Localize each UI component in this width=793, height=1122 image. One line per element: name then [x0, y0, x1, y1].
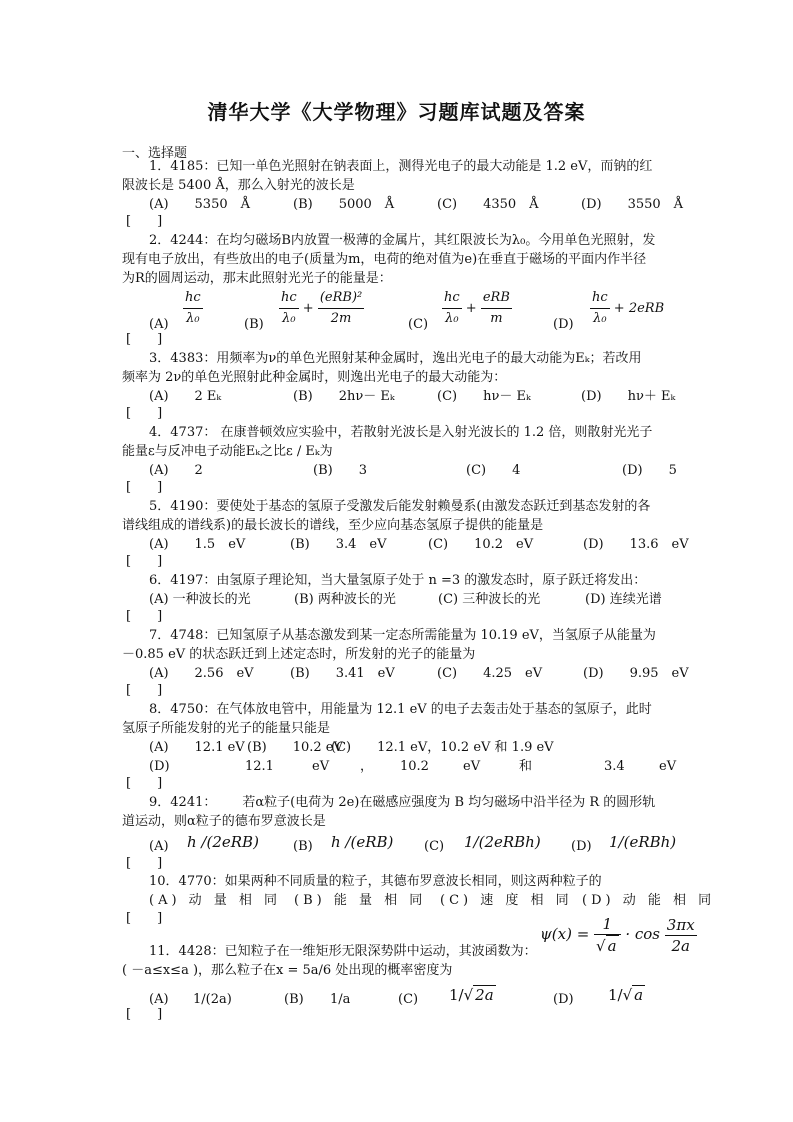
q11-option-d-prefix: 1/: [608, 986, 623, 1004]
question-9-line-2: 道运动，则α粒子的德布罗意波长是: [122, 814, 326, 829]
question-10-line-1: 10．4770：如果两种不同质量的粒子，其德布罗意波长相同，则这两种粒子的: [149, 874, 602, 889]
question-4-line-2: 能量ε与反冲电子动能Eₖ之比ε / Eₖ为: [122, 444, 333, 459]
q8-option-d-unit1: eV: [312, 759, 330, 774]
q8-option-d-and: 和: [519, 759, 533, 774]
q9-label-b: (B): [293, 839, 313, 854]
q3-option-b: (B) 2hν－ Eₖ: [293, 389, 395, 404]
q2a-den: λ₀: [186, 311, 200, 326]
q9-label-d: (D): [571, 839, 592, 854]
q8-option-d-unit2: eV: [463, 759, 481, 774]
q1-option-b: (B) 5000 Å: [293, 197, 395, 212]
q11-option-d-rad: a: [634, 986, 644, 1004]
section-heading: 一、选择题: [122, 146, 188, 161]
q2-option-d-expr: [590, 288, 664, 329]
q5-answer-bracket: [ ]: [126, 554, 163, 569]
q1-option-a: (A) 5350 Å: [149, 197, 251, 212]
q10-option-d: (D) 动 能 相 同: [582, 893, 716, 908]
q2-label-c: (C): [408, 317, 429, 332]
q9-answer-bracket: [ ]: [126, 856, 163, 871]
q8-option-d-comma: ，: [360, 759, 374, 774]
question-8-line-2: 氢原子所能发射的光子的能量只能是: [122, 721, 331, 736]
q11-option-c: 1/√ 2a: [449, 986, 494, 1004]
q11-label-a: (A): [149, 992, 169, 1007]
q7-option-c: (C) 4.25 eV: [437, 666, 543, 681]
q3-option-d: (D) hν＋ Eₖ: [581, 389, 676, 404]
q11-option-a: 1/(2a): [193, 992, 232, 1007]
page-title: 清华大学《大学物理》习题库试题及答案: [207, 100, 586, 124]
q11-option-c-rad: 2a: [475, 986, 494, 1004]
q11-label-d: (D): [553, 992, 574, 1007]
q6-answer-bracket: [ ]: [126, 609, 163, 624]
q8-option-c: (C) 12.1 eV，10.2 eV 和 1.9 eV: [331, 740, 554, 755]
q3-option-c: (C) hν－ Eₖ: [437, 389, 531, 404]
question-3-line-1: 3．4383：用频率为ν的单色光照射某种金属时，逸出光电子的最大动能为Eₖ；若改用: [149, 351, 642, 366]
q2b-num2: (eRB)²: [318, 288, 364, 309]
q2b-den1: λ₀: [282, 311, 296, 326]
q8-option-d-val2: 10.2: [400, 759, 429, 774]
q11-option-b: 1/a: [330, 992, 351, 1007]
q9-option-c-expr: 1/(2eRBh): [464, 833, 541, 851]
q2d-tail: + 2eRB: [613, 301, 665, 316]
q11-cos-num: 3πx: [666, 915, 695, 934]
q9-label-c: (C): [424, 839, 445, 854]
q11-frac-den: a: [607, 937, 617, 955]
q9-option-a-expr: h /(2eRB): [187, 833, 259, 851]
q8-option-d-label: (D): [149, 759, 170, 774]
question-11-line-2: ( －a≤x≤a )，那么粒子在x = 5a/6 处出现的概率密度为: [122, 963, 453, 978]
q7-option-d: (D) 9.95 eV: [583, 666, 689, 681]
q10-option-c: (C) 速 度 相 同: [440, 893, 573, 908]
question-2-line-2: 现有电子放出，有些放出的电子(质量为m，电荷的绝对值为e)在垂直于磁场的平面内作半径: [122, 252, 647, 267]
q7-answer-bracket: [ ]: [126, 683, 163, 698]
q11-cos: · cos: [625, 925, 661, 943]
q3-answer-bracket: [ ]: [126, 406, 163, 421]
q2-label-a: (A): [149, 317, 169, 332]
q11-label-b: (B): [284, 992, 304, 1007]
q2d-num: hc: [590, 288, 610, 309]
q7-option-b: (B) 3.41 eV: [290, 666, 395, 681]
q2c-den2: m: [490, 311, 503, 326]
question-11-line-1: 11．4428：已知粒子在一维矩形无限深势阱中运动，其波函数为：: [149, 944, 537, 959]
q8-option-b: (B) 10.2 eV: [247, 740, 343, 755]
q8-option-d-unit3: eV: [659, 759, 677, 774]
q5-option-b: (B) 3.4 eV: [290, 537, 387, 552]
q5-option-d: (D) 13.6 eV: [583, 537, 689, 552]
q6-option-a: (A) 一种波长的光: [149, 592, 251, 607]
question-4-line-1: 4．4737： 在康普顿效应实验中，若散射光波长是入射光波长的 1.2 倍，则散射光光子: [149, 425, 653, 440]
q6-option-b: (B) 两种波长的光: [294, 592, 396, 607]
q1-option-c: (C) 4350 Å: [437, 197, 539, 212]
q4-answer-bracket: [ ]: [126, 480, 163, 495]
q9-option-d-expr: 1/(eRBh): [609, 833, 677, 851]
question-9-line-1: 9．4241： 若α粒子(电荷为 2e)在磁感应强度为 B 均匀磁场中沿半径为 R 的圆形轨: [149, 795, 656, 810]
q9-label-a: (A): [149, 839, 169, 854]
q4-option-c: (C) 4: [466, 463, 521, 478]
q2c-den1: λ₀: [445, 311, 459, 326]
q5-option-c: (C) 10.2 eV: [428, 537, 534, 552]
q11-wavefunction: ψ(x) = $\frac{1}{√ a}$ · cos $\frac{3\pi x}{2a}$: [540, 915, 695, 955]
q2b-plus: +: [302, 301, 314, 316]
q2-answer-bracket: [ ]: [126, 332, 163, 347]
q6-option-c: (C) 三种波长的光: [438, 592, 541, 607]
q1-option-d: (D) 3550 Å: [581, 197, 684, 212]
q2c-num1: hc: [442, 288, 462, 309]
q9-option-b-expr: h /(eRB): [331, 833, 394, 851]
q8-answer-bracket: [ ]: [126, 776, 163, 791]
q3-option-a: (A) 2 Eₖ: [149, 389, 222, 404]
q11-option-c-prefix: 1/: [449, 986, 464, 1004]
question-1-line-1: 1．4185：已知一单色光照射在钠表面上，测得光电子的最大动能是 1.2 eV，而钠的红: [149, 159, 653, 174]
q2b-num1: hc: [279, 288, 299, 309]
q2-label-d: (D): [553, 317, 574, 332]
q5-option-a: (A) 1.5 eV: [149, 537, 246, 552]
question-7-line-1: 7．4748：已知氢原子从基态激发到某一定态所需能量为 10.19 eV，当氢原子从能量为: [149, 628, 656, 643]
q4-option-a: (A) 2: [149, 463, 203, 478]
q11-option-d: 1/√ a: [608, 986, 644, 1004]
q2-option-a-expr: [183, 288, 203, 329]
q11-frac-num: 1: [594, 914, 621, 935]
q8-option-d-val1: 12.1: [245, 759, 274, 774]
question-2-line-3: 为R的圆周运动，那末此照射光光子的能量是：: [122, 271, 392, 286]
question-5-line-1: 5．4190：要使处于基态的氢原子受激发后能发射赖曼系(由激发态跃迁到基态发射的各: [149, 499, 651, 514]
question-7-line-2: －0.85 eV 的状态跃迁到上述定态时，所发射的光子的能量为: [122, 647, 476, 662]
q2a-num: hc: [183, 288, 203, 309]
q11-label-c: (C): [398, 992, 419, 1007]
question-1-line-2: 限波长是 5400 Å，那么入射光的波长是: [122, 178, 355, 193]
q7-option-a: (A) 2.56 eV: [149, 666, 254, 681]
q11-answer-bracket: [ ]: [126, 1007, 163, 1022]
q4-option-d: (D) 5: [622, 463, 677, 478]
q2-option-c-expr: [442, 288, 512, 329]
q11-cos-den: 2a: [671, 936, 690, 955]
q8-option-d-val3: 3.4: [604, 759, 625, 774]
question-8-line-1: 8．4750：在气体放电管中，用能量为 12.1 eV 的电子去轰击处于基态的氢原子，此时: [149, 702, 652, 717]
question-2-line-1: 2．4244：在均匀磁场B内放置一极薄的金属片，其红限波长为λ₀。今用单色光照射，发: [149, 233, 656, 248]
q8-option-a: (A) 12.1 eV: [149, 740, 245, 755]
q6-option-d: (D) 连续光谱: [585, 592, 662, 607]
q10-option-a: (A) 动 量 相 同: [149, 893, 282, 908]
q2d-den: λ₀: [593, 311, 607, 326]
q4-option-b: (B) 3: [313, 463, 367, 478]
q11-psi: ψ(x) =: [540, 925, 590, 943]
q2-option-b-expr: [279, 288, 364, 329]
q10-answer-bracket: [ ]: [126, 911, 163, 926]
q2c-num2: eRB: [481, 288, 512, 309]
q2-label-b: (B): [244, 317, 264, 332]
q1-answer-bracket: [ ]: [126, 214, 163, 229]
q10-option-b: (B) 能 量 相 同: [294, 893, 427, 908]
question-5-line-2: 谱线组成的谱线系)的最长波长的谱线，至少应向基态氢原子提供的能量是: [122, 518, 544, 533]
question-3-line-2: 频率为 2ν的单色光照射此种金属时，则逸出光电子的最大动能为：: [122, 370, 507, 385]
q2b-den2: 2m: [330, 311, 352, 326]
question-6-line-1: 6．4197：由氢原子理论知，当大量氢原子处于 n =3 的激发态时，原子跃迁将发出：: [149, 573, 647, 588]
q2c-plus: +: [465, 301, 477, 316]
